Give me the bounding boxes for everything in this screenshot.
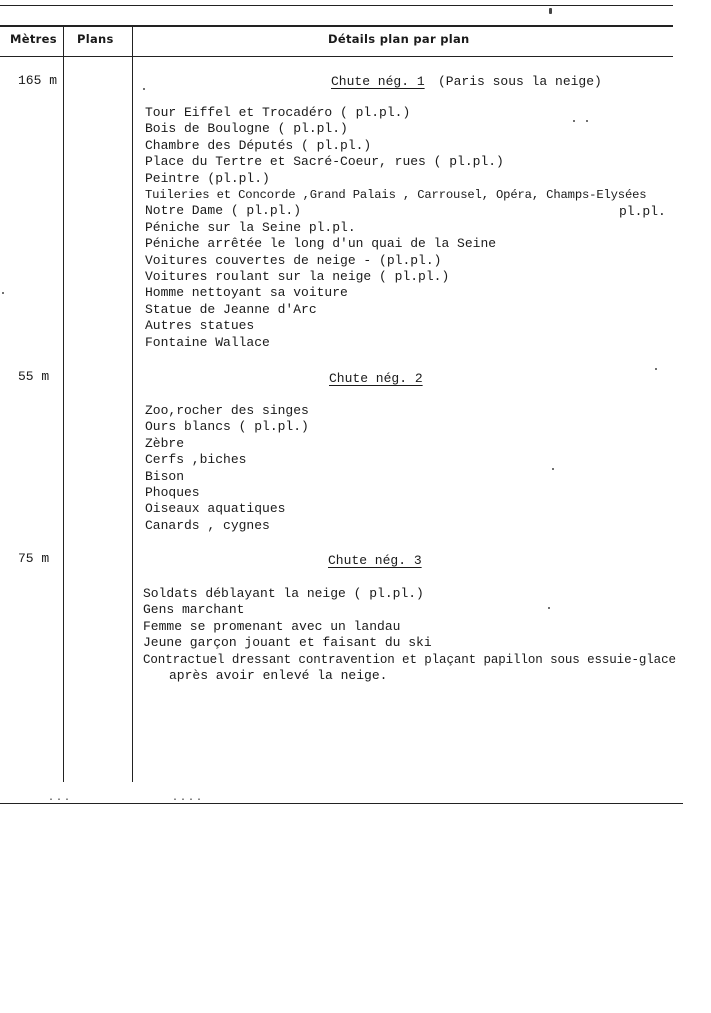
section-1-subtitle: (Paris sous la neige) <box>438 74 602 89</box>
header-details: Détails plan par plan <box>328 32 470 46</box>
header-top-rule <box>0 25 673 27</box>
shot-line: Notre Dame ( pl.pl.) <box>145 203 302 219</box>
footer-dots-mid: .... <box>172 793 205 804</box>
shot-line: Zoo,rocher des singes <box>145 403 309 418</box>
shot-line: Homme nettoyant sa voiture <box>145 285 348 301</box>
shot-line: Tuileries et Concorde ,Grand Palais , Carrousel, Opéra, Champs-Elysées <box>145 188 647 203</box>
shot-line: Voitures roulant sur la neige ( pl.pl.) <box>145 269 450 285</box>
section-3-metres: 75 m <box>18 551 50 566</box>
shot-line: Jeune garçon jouant et faisant du ski <box>143 635 432 651</box>
shot-line: Bois de Boulogne ( pl.pl.) <box>145 121 348 137</box>
shot-line: Cerfs ,biches <box>145 452 247 468</box>
shot-line: Oiseaux aquatiques <box>145 501 286 517</box>
section-2-title: Chute nég. 2 <box>329 371 423 386</box>
section-1-metres: 165 m <box>18 73 58 88</box>
shot-line: Contractuel dressant contravention et plaçant papillon sous essuie-glace <box>143 652 676 667</box>
column-divider-left <box>63 27 64 782</box>
shot-line: Canards , cygnes <box>145 517 270 533</box>
shot-line: Autres statues <box>145 318 255 334</box>
section-1-shot-list <box>145 105 646 351</box>
scan-speck <box>549 8 552 14</box>
scan-speck <box>552 468 554 470</box>
top-rule <box>0 5 673 6</box>
scan-speck <box>2 292 4 294</box>
section-3-shot-list <box>143 586 676 684</box>
column-divider-right <box>132 27 133 782</box>
section-1-title: Chute nég. 1 <box>331 74 425 89</box>
header-bottom-rule <box>0 56 673 57</box>
shot-line: Voitures couvertes de neige - (pl.pl.) <box>145 252 442 268</box>
section-2-metres: 55 m <box>18 369 50 384</box>
shot-line: Péniche sur la Seine pl.pl. <box>145 219 356 235</box>
scan-speck <box>548 607 550 609</box>
shot-line: Place du Tertre et Sacré-Coeur, rues ( pl.pl.) <box>145 154 504 170</box>
header-plans: Plans <box>77 32 114 46</box>
shot-line: Zèbre <box>145 435 185 451</box>
shot-line-continuation: après avoir enlevé la neige. <box>169 668 388 684</box>
shot-line: Gens marchant <box>143 602 245 618</box>
shot-line: Ours blancs ( pl.pl.) <box>145 419 309 435</box>
section-2-shot-list <box>145 403 309 534</box>
scan-speck <box>573 120 575 122</box>
section-1-line-tail: pl.pl. <box>619 204 666 219</box>
footer-dots-left: ... <box>48 793 73 804</box>
scan-speck <box>586 120 588 122</box>
scan-speck <box>655 368 657 370</box>
shot-line: Phoques <box>145 485 200 501</box>
header-metres: Mètres <box>10 32 57 46</box>
shot-line: Bison <box>145 468 185 484</box>
section-3-title: Chute nég. 3 <box>328 553 422 568</box>
shot-line: Soldats déblayant la neige ( pl.pl.) <box>143 586 424 601</box>
shot-line: Péniche arrêtée le long d'un quai de la Seine <box>145 236 497 252</box>
shot-line: Chambre des Députés ( pl.pl.) <box>145 137 372 153</box>
shot-line: Femme se promenant avec un landau <box>143 618 401 634</box>
shot-line: Peintre (pl.pl.) <box>145 170 270 186</box>
shot-line: Statue de Jeanne d'Arc <box>145 301 317 317</box>
scan-speck <box>143 88 145 90</box>
shot-line: Fontaine Wallace <box>145 334 270 350</box>
footer-rule <box>0 803 683 804</box>
shot-line: Tour Eiffel et Trocadéro ( pl.pl.) <box>145 105 411 120</box>
